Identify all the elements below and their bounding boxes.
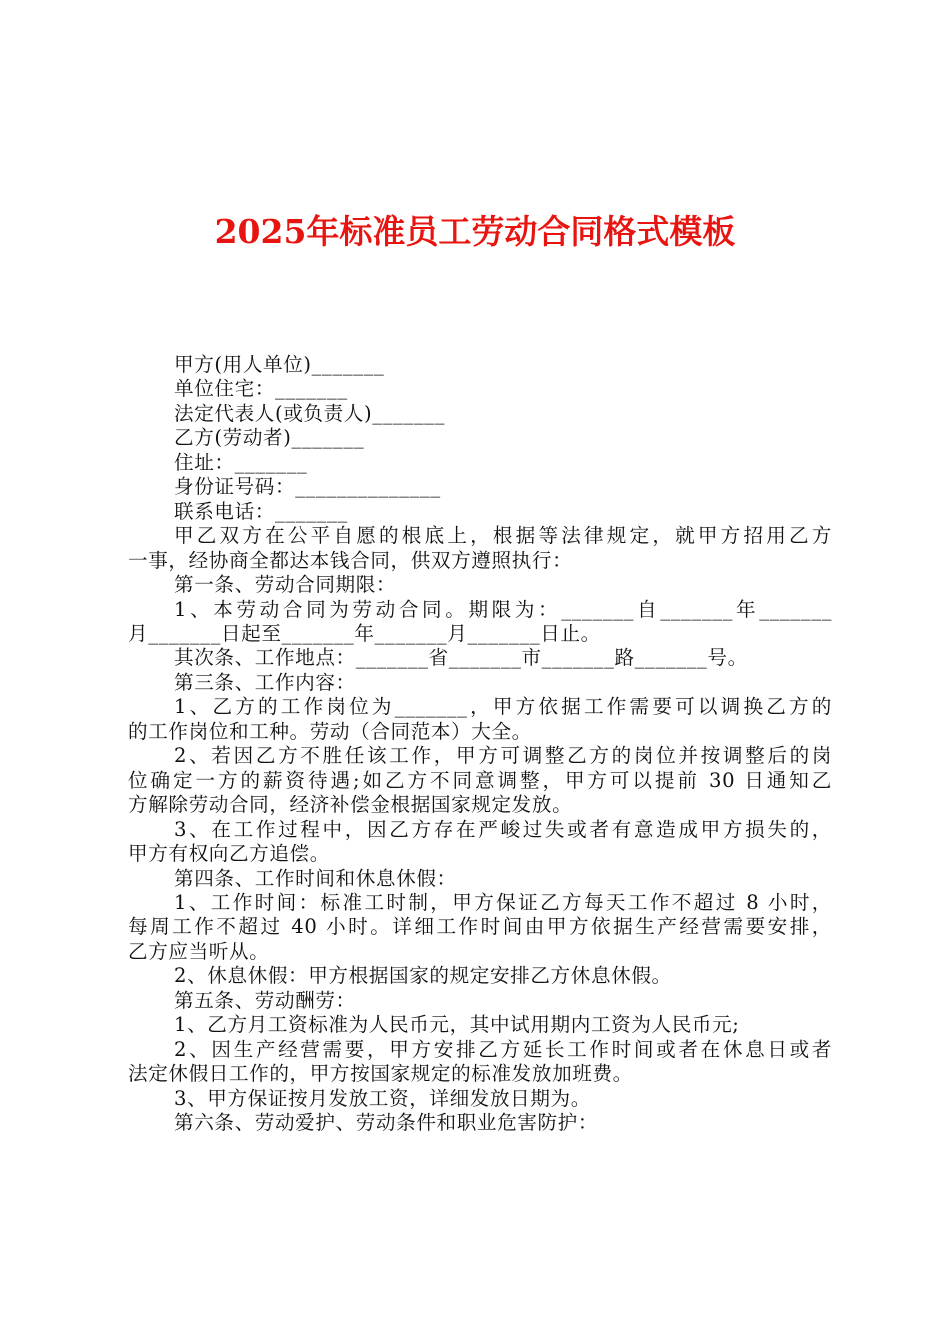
text-line: 1、工作时间：标准工时制，甲方保证乙方每天工作不超过 8 小时，: [174, 890, 832, 914]
document-body: [128, 353, 832, 1136]
text-line: 联系电话：_______: [174, 499, 348, 523]
text-line: 甲方有权向乙方追偿。: [128, 842, 330, 866]
text-line: 乙方(劳动者)_______: [174, 426, 365, 450]
text-line: 单位住宅：_______: [174, 377, 348, 401]
text-line: 2、若因乙方不胜任该工作，甲方可调整乙方的岗位并按调整后的岗: [174, 744, 832, 768]
text-line: 第五条、劳动酬劳：: [174, 988, 356, 1012]
text-line: 月_______日起至_______年_______月_______日止。: [128, 621, 601, 645]
text-line: 住址：_______: [174, 450, 308, 474]
text-line: 1、乙方的工作岗位为_______，甲方依据工作需要可以调换乙方的: [174, 695, 832, 719]
text-line: 位确定一方的薪资待遇;如乙方不同意调整，甲方可以提前 30 日通知乙: [128, 768, 832, 792]
text-line: 第六条、劳动爱护、劳动条件和职业危害防护：: [174, 1111, 599, 1135]
text-line: 法定休假日工作的，甲方按国家规定的标准发放加班费。: [128, 1062, 633, 1086]
text-line: 1、乙方月工资标准为人民币元，其中试用期内工资为人民币元;: [174, 1013, 740, 1037]
text-line: 第三条、工作内容：: [174, 670, 356, 694]
text-line: 2、休息休假：甲方根据国家的规定安排乙方休息休假。: [174, 964, 672, 988]
text-line: 身份证号码：______________: [174, 475, 441, 499]
text-line: 第一条、劳动合同期限：: [174, 573, 397, 597]
text-line: 每周工作不超过 40 小时。详细工作时间由甲方依据生产经营需要安排，: [128, 915, 832, 939]
document-title: 2025年标准员工劳动合同格式模板: [214, 212, 736, 251]
text-line: 3、甲方保证按月发放工资，详细发放日期为。: [174, 1086, 591, 1110]
text-line: 其次条、工作地点：_______省_______市_______路_______号。: [174, 646, 748, 670]
text-line: 方解除劳动合同，经济补偿金根据国家规定发放。: [128, 793, 573, 817]
text-line: 甲乙双方在公平自愿的根底上，根据等法律规定，就甲方招用乙方: [174, 524, 832, 548]
text-line: 一事，经协商全都达本钱合同，供双方遵照执行：: [128, 548, 573, 572]
text-line: 2、因生产经营需要，甲方安排乙方延长工作时间或者在休息日或者: [174, 1037, 832, 1061]
text-line: 法定代表人(或负责人)_______: [174, 401, 446, 425]
text-line: 1、本劳动合同为劳动合同。期限为：_______自_______年_______: [174, 597, 832, 621]
text-line: 乙方应当听从。: [128, 939, 270, 963]
text-line: 3、在工作过程中，因乙方存在严峻过失或者有意造成甲方损失的，: [174, 817, 832, 841]
text-line: 的工作岗位和工种。劳动（合同范本）大全。: [128, 719, 532, 743]
text-line: 甲方(用人单位)_______: [174, 353, 385, 376]
text-line: 第四条、工作时间和休息休假：: [174, 866, 457, 890]
